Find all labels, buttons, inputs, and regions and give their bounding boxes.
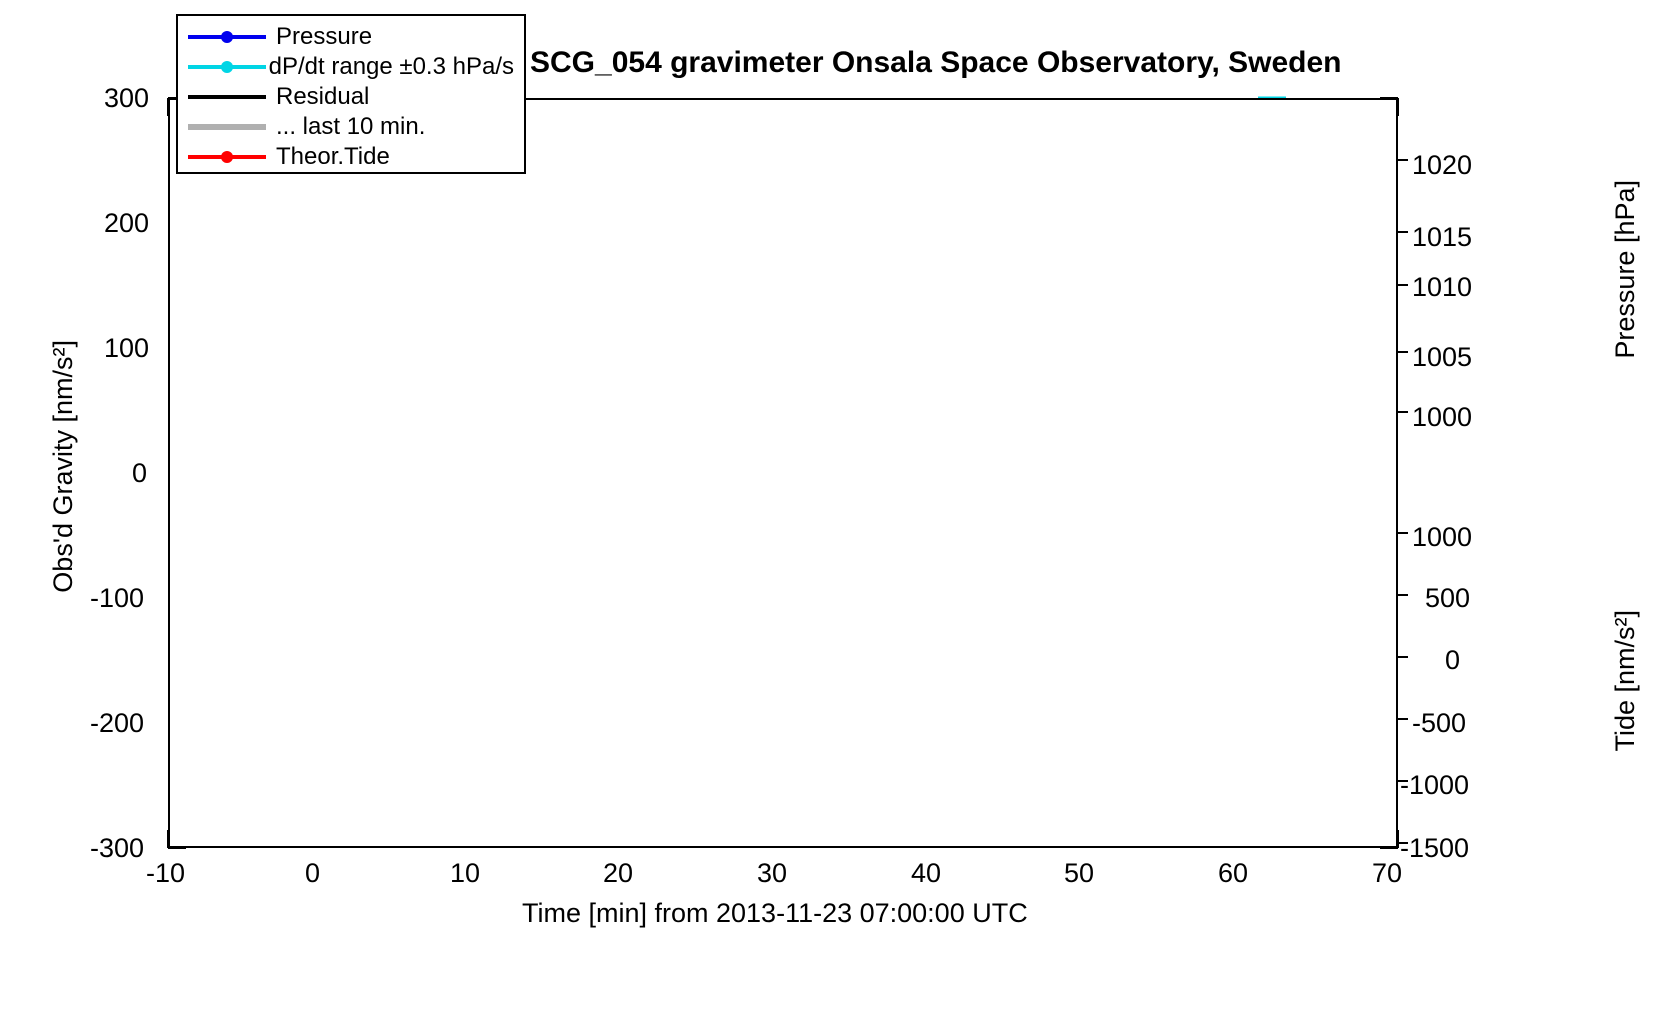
pressure-tick-1000: 1000 xyxy=(1412,402,1473,432)
legend-item-last10 xyxy=(188,112,514,142)
tide-tick-1000: 1000 xyxy=(1412,522,1473,552)
tide-tick-500: 500 xyxy=(1425,583,1471,613)
y-tick-100: 100 xyxy=(104,333,150,363)
chart-title: SCG_054 gravimeter Onsala Space Observatory, Sweden xyxy=(530,46,1342,79)
legend-swatch-residual xyxy=(188,82,266,112)
legend-label-last10: ... last 10 min. xyxy=(276,113,426,140)
tide-axis-title: Tide [nm/s²] xyxy=(1610,610,1640,752)
legend-item-tide xyxy=(188,142,514,172)
y-tick-m100: -100 xyxy=(90,583,145,613)
tide-tick-0: 0 xyxy=(1445,645,1461,675)
x-tick-70: 70 xyxy=(1372,858,1403,888)
x-tick-40: 40 xyxy=(911,858,942,888)
tide-tick-m1000: -1000 xyxy=(1400,770,1470,800)
tide-tick-m1500: -1500 xyxy=(1400,833,1470,863)
legend-item-pressure xyxy=(188,22,514,52)
x-axis-title: Time [min] from 2013-11-23 07:00:00 UTC xyxy=(522,898,1028,928)
legend-swatch-tide xyxy=(188,142,266,172)
pressure-axis-title: Pressure [hPa] xyxy=(1610,180,1640,359)
legend-label-pressure: Pressure xyxy=(276,23,373,50)
x-tick-10: 10 xyxy=(450,858,481,888)
x-tick-20: 20 xyxy=(603,858,634,888)
legend-item-dpdt xyxy=(188,52,514,82)
y-tick-m200: -200 xyxy=(90,708,145,738)
legend-label-dpdt: dP/dt range ±0.3 hPa/s xyxy=(268,53,514,80)
tide-tick-m500: -500 xyxy=(1412,708,1467,738)
y-tick-300: 300 xyxy=(104,83,150,113)
pressure-tick-1010: 1010 xyxy=(1412,272,1473,302)
x-tick-50: 50 xyxy=(1064,858,1095,888)
legend-label-tide: Theor.Tide xyxy=(276,143,390,170)
legend-swatch-pressure xyxy=(188,22,266,52)
x-tick-0: 0 xyxy=(305,858,321,888)
pressure-tick-1020: 1020 xyxy=(1412,150,1473,180)
legend-swatch-last10 xyxy=(188,112,266,142)
legend-swatch-dpdt xyxy=(188,52,259,82)
y-tick-m300: -300 xyxy=(90,833,145,863)
y-axis-title: Obs'd Gravity [nm/s²] xyxy=(48,340,78,593)
y-tick-0: 0 xyxy=(132,458,148,488)
legend xyxy=(176,14,526,174)
x-tick-30: 30 xyxy=(757,858,788,888)
x-tick-m10: -10 xyxy=(146,858,186,888)
pressure-tick-1015: 1015 xyxy=(1412,222,1473,252)
legend-label-residual: Residual xyxy=(276,83,370,110)
plot-frame xyxy=(168,98,1398,848)
x-tick-60: 60 xyxy=(1218,858,1249,888)
pressure-tick-1005: 1005 xyxy=(1412,342,1473,372)
y-tick-200: 200 xyxy=(104,208,150,238)
legend-item-residual xyxy=(188,82,514,112)
